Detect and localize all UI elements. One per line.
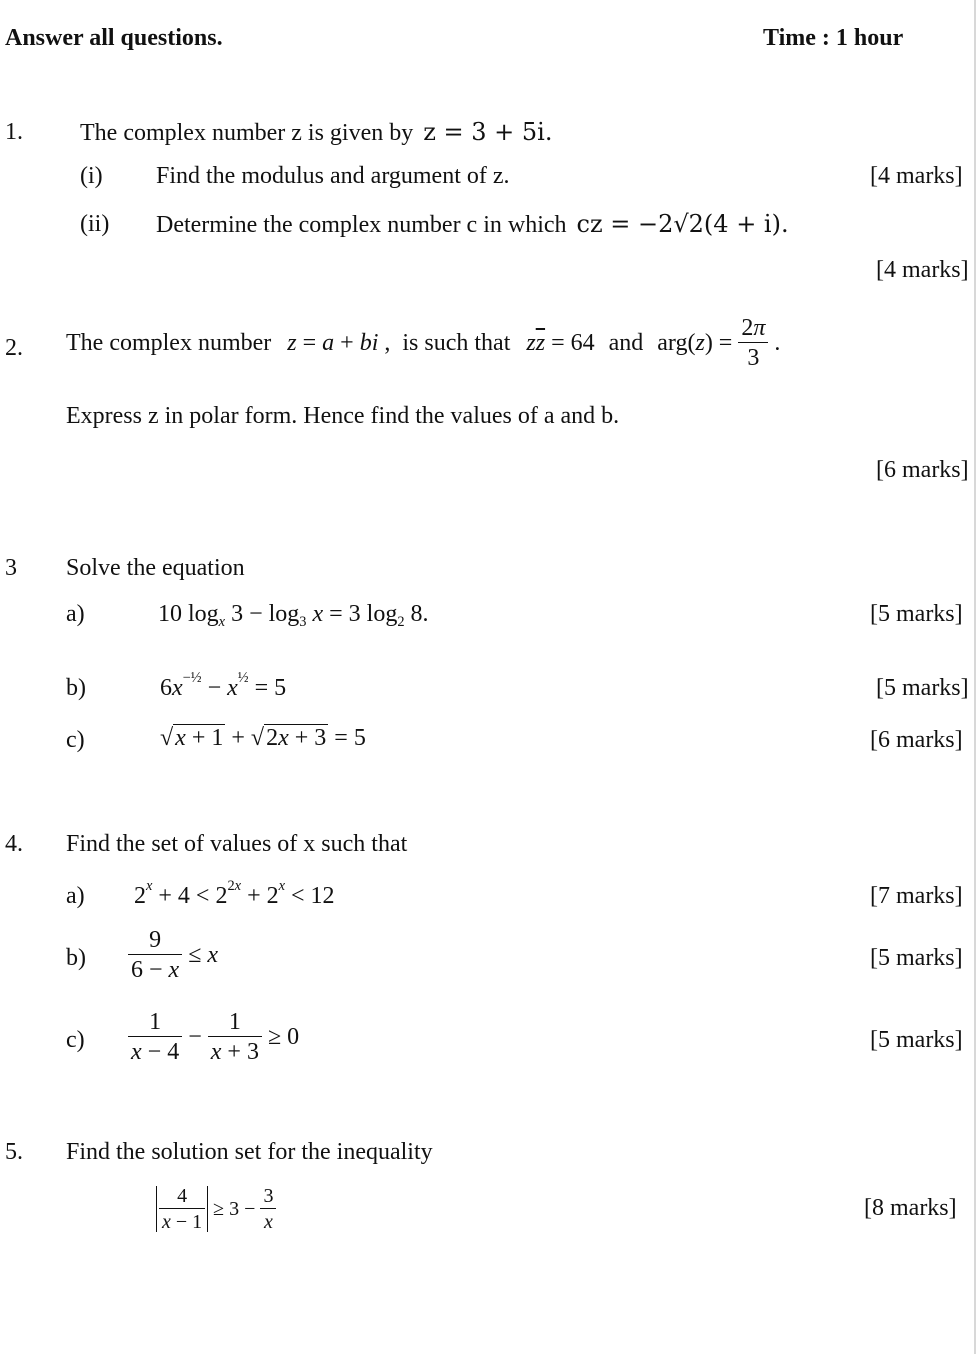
q5-number: 5. [5,1139,23,1165]
q1-stem-math: z = 3 + 5i. [423,118,553,146]
q4-b-marks: [5 marks] [870,945,963,971]
q1-number: 1. [5,119,23,145]
q3-stem: Solve the equation [66,555,245,581]
q3-b-marks: [5 marks] [876,675,969,701]
q3-c-equation: √x + 1 + √2x + 3 = 5 [160,725,366,751]
q2-z-def: z = a + bi , [287,330,391,356]
q4-b-inequality: $\frac{9}{6 - x}$ ≤ x [128,928,218,982]
q2-line1: The complex number z = a + bi , is such that $z\overline{z} = 64$ and arg(z) = $\frac{2\pi}{3}$ . [66,315,781,371]
q5-stem: Find the solution set for the inequality [66,1139,433,1165]
q3-a-label: a) [66,601,85,627]
q4-c-inequality: $\frac{1}{x - 4}$ − $\frac{1}{x + 3}$ ≥ 0 [128,1010,299,1064]
q1-ii-text: Determine the complex number c in which cz = −2√2(4 + i). [156,210,789,238]
q2-arg-fraction: $\frac{2\pi}{3}$ [738,316,768,370]
q3-b-label: b) [66,675,86,701]
q1-ii-math: cz = −2√2(4 + i). [576,210,789,238]
q5-inequality: $\frac{4}{x - 1}$ ≥ 3 − $\frac{3}{x}$ [156,1186,276,1232]
q3-c-label: c) [66,727,85,753]
q3-a-marks: [5 marks] [870,601,963,627]
q5-marks: [8 marks] [864,1195,957,1221]
q1-ii-label: (ii) [80,211,110,237]
q4-a-label: a) [66,883,85,909]
q4-a-marks: [7 marks] [870,883,963,909]
q2-zzbar: $z\overline{z} = 64$ [526,330,595,356]
instruction-header: Answer all questions. [5,25,223,51]
q1-i-label: (i) [80,163,103,189]
q4-b-label: b) [66,945,86,971]
q3-c-marks: [6 marks] [870,727,963,753]
q1-i-marks: [4 marks] [870,163,963,189]
q4-c-marks: [5 marks] [870,1027,963,1053]
q3-number: 3 [5,555,17,581]
q2-line2: Express z in polar form. Hence find the values of a and b. [66,403,620,429]
q2-number: 2. [5,335,23,361]
time-header: Time : 1 hour [763,25,904,51]
q4-number: 4. [5,831,23,857]
q4-a-inequality: $2^x + 4 < 2^{2x} + 2^x < 12$ [134,878,335,909]
q3-a-equation: 10 $\log_x 3 - \log_3 x = 3$ $\log_2 8$. [158,601,429,631]
q4-c-label: c) [66,1027,85,1053]
q2-marks: [6 marks] [876,457,969,483]
q4-stem: Find the set of values of x such that [66,831,408,857]
q3-b-equation: $6x^{-\frac{1}{2}} - x^{\frac{1}{2}} = 5$ [160,670,287,701]
q1-i-text: Find the modulus and argument of z. [156,163,510,189]
q1-stem: The complex number z is given by z = 3 + 5i. [80,118,553,146]
q1-ii-marks: [4 marks] [876,257,969,283]
q2-arg: arg(z) = [657,330,733,356]
